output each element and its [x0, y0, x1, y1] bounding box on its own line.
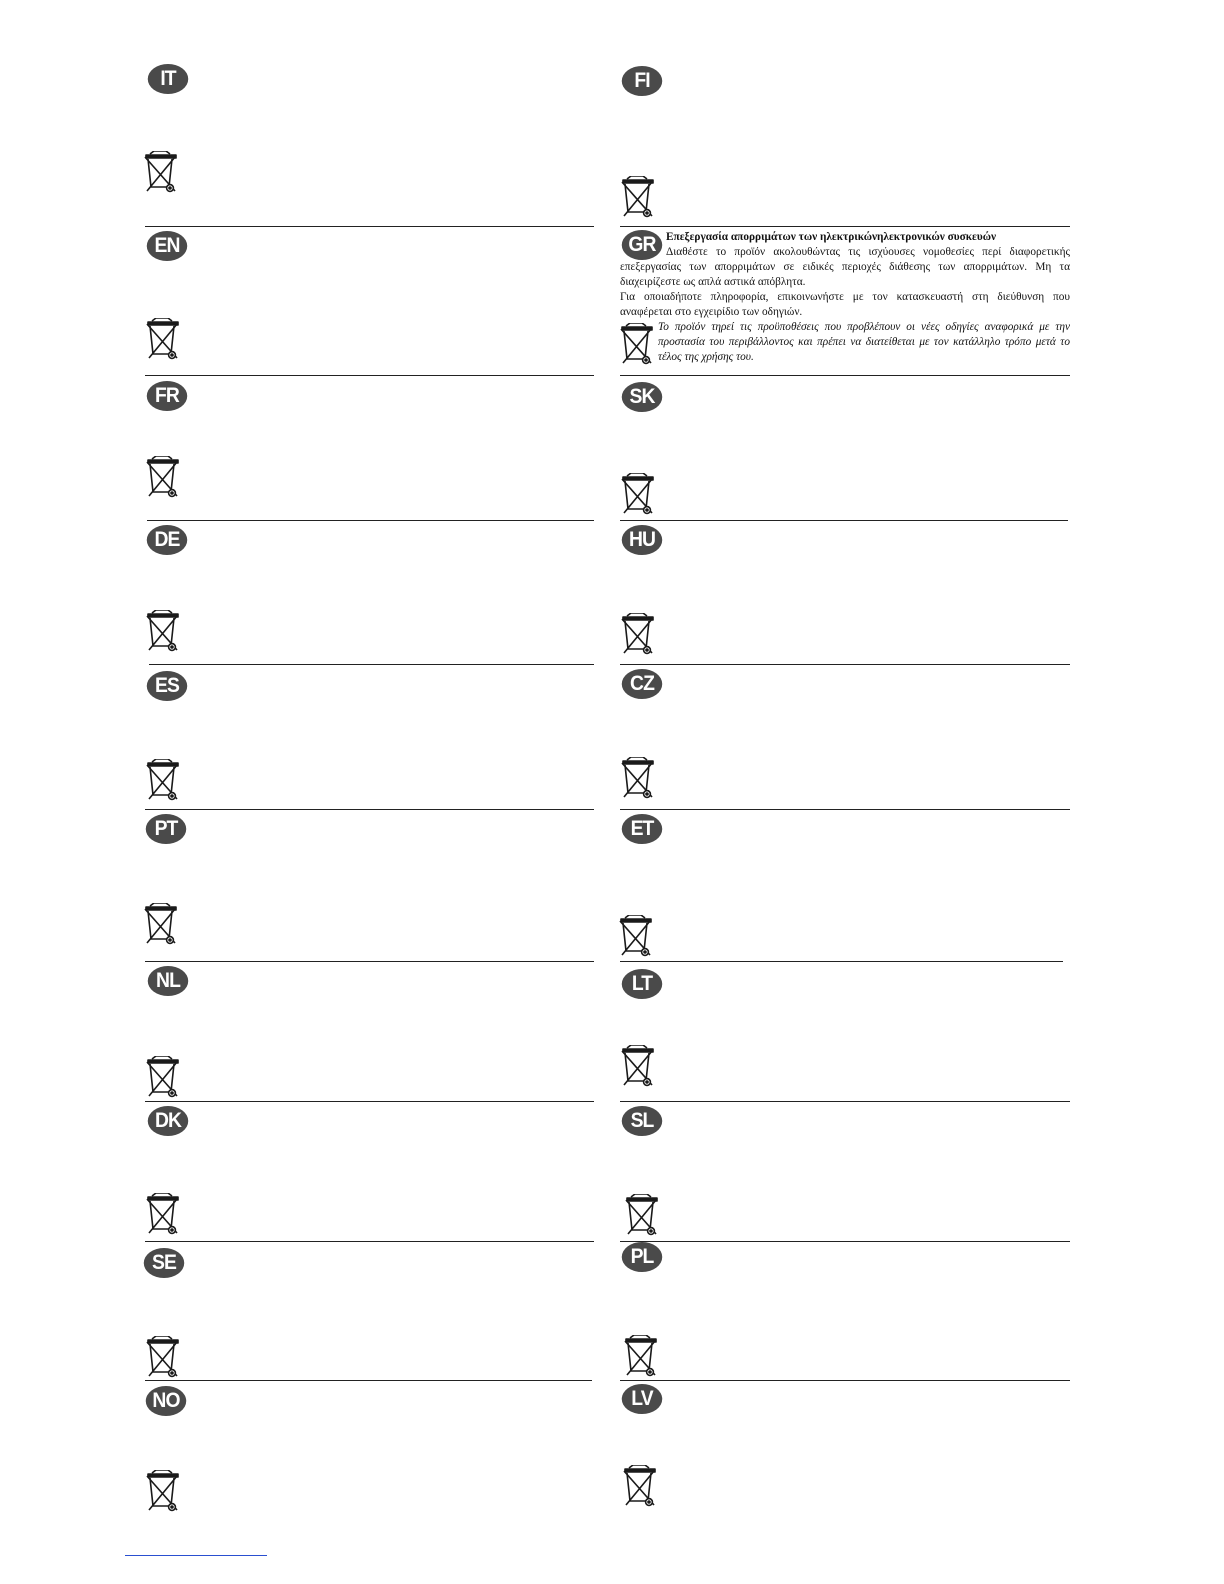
divider [620, 1241, 1070, 1242]
language-badge-gr: GR [622, 230, 662, 260]
language-badge-de: DE [147, 525, 187, 555]
gr-paragraph-contact: Για οποιαδήποτε πληροφορία, επικοινωνήστε με τον κατασκευαστή στη διεύθυνση που αναφέρεται στο εγχειρίδιο των οδηγιών. [620, 291, 1070, 318]
language-badge-fr: FR [147, 381, 187, 411]
crossed-out-wheelie-bin-icon [623, 1335, 657, 1377]
crossed-out-wheelie-bin-icon [618, 915, 652, 957]
divider [620, 664, 1070, 665]
gr-heading-block [666, 230, 1070, 245]
language-badge-lv: LV [622, 1384, 662, 1414]
footer-link-underline[interactable] [125, 1555, 267, 1556]
divider [145, 1101, 594, 1102]
divider [145, 226, 594, 227]
language-badge-dk: DK [148, 1106, 188, 1136]
language-badge-fi: FI [622, 66, 662, 96]
crossed-out-wheelie-bin-icon [145, 759, 179, 801]
gr-paragraph-compliance: Το προϊόν τηρεί τις προϋποθέσεις που προβλέπουν οι νέες οδηγίες αναφορικά με την προστασία του περιβάλλοντος και πρέπει να διατείθεται με τον κατάλληλο τρόπο μετά το τέλος της χρήσης του. [658, 321, 1070, 363]
crossed-out-wheelie-bin-icon [145, 1470, 179, 1512]
language-badge-nl: NL [148, 966, 188, 996]
divider [620, 1101, 1070, 1102]
language-badge-it: IT [148, 64, 188, 94]
divider [620, 961, 1063, 962]
crossed-out-wheelie-bin-icon [145, 456, 179, 498]
crossed-out-wheelie-bin-icon [145, 1056, 179, 1098]
language-badge-hu: HU [622, 525, 662, 555]
language-badge-cz: CZ [622, 669, 662, 699]
divider [147, 520, 594, 521]
language-badge-sk: SK [622, 382, 662, 412]
gr-title: Επεξεργασία απορριμάτων των ηλεκτρικώνηλεκτρονικών συσκευών [666, 231, 997, 243]
divider [620, 809, 1070, 810]
crossed-out-wheelie-bin-icon [620, 176, 654, 218]
crossed-out-wheelie-bin-icon [620, 757, 654, 799]
gr-compliance-block [658, 320, 1070, 365]
crossed-out-wheelie-bin-icon [145, 318, 179, 360]
crossed-out-wheelie-bin-icon [619, 323, 653, 365]
language-badge-es: ES [147, 671, 187, 701]
language-badge-pt: PT [146, 814, 186, 844]
gr-body [620, 245, 1070, 290]
crossed-out-wheelie-bin-icon [143, 903, 177, 945]
language-badge-en: EN [147, 231, 187, 261]
divider [145, 1380, 592, 1381]
language-badge-no: NO [146, 1386, 186, 1416]
divider [620, 520, 1068, 521]
gr-paragraph-disposal: Διαθέστε το προϊόν ακολουθώντας τις ισχύουσες νομοθεσίες περί διαφορετικής επεξεργασίας των απορριμάτων σε ειδικές περιοχές διάθεσης των απορριμάτων. Μη τα διαχειρίζεστε ως απλά αστικά απόβλητα. [620, 246, 1070, 288]
divider [620, 1380, 1070, 1381]
crossed-out-wheelie-bin-icon [620, 473, 654, 515]
gr-contact-block [620, 290, 1070, 320]
divider [145, 961, 594, 962]
language-badge-lt: LT [622, 969, 662, 999]
crossed-out-wheelie-bin-icon [624, 1194, 658, 1236]
language-badge-se: SE [144, 1248, 184, 1278]
crossed-out-wheelie-bin-icon [145, 610, 179, 652]
divider [620, 226, 1070, 227]
crossed-out-wheelie-bin-icon [620, 1045, 654, 1087]
crossed-out-wheelie-bin-icon [620, 613, 654, 655]
divider [620, 375, 1070, 376]
language-badge-sl: SL [622, 1106, 662, 1136]
crossed-out-wheelie-bin-icon [622, 1465, 656, 1507]
crossed-out-wheelie-bin-icon [145, 1336, 179, 1378]
language-badge-pl: PL [622, 1242, 662, 1272]
divider [149, 664, 594, 665]
language-badge-et: ET [622, 814, 662, 844]
crossed-out-wheelie-bin-icon [145, 1193, 179, 1235]
divider [145, 1241, 594, 1242]
crossed-out-wheelie-bin-icon [143, 151, 177, 193]
divider [145, 809, 594, 810]
divider [145, 375, 594, 376]
